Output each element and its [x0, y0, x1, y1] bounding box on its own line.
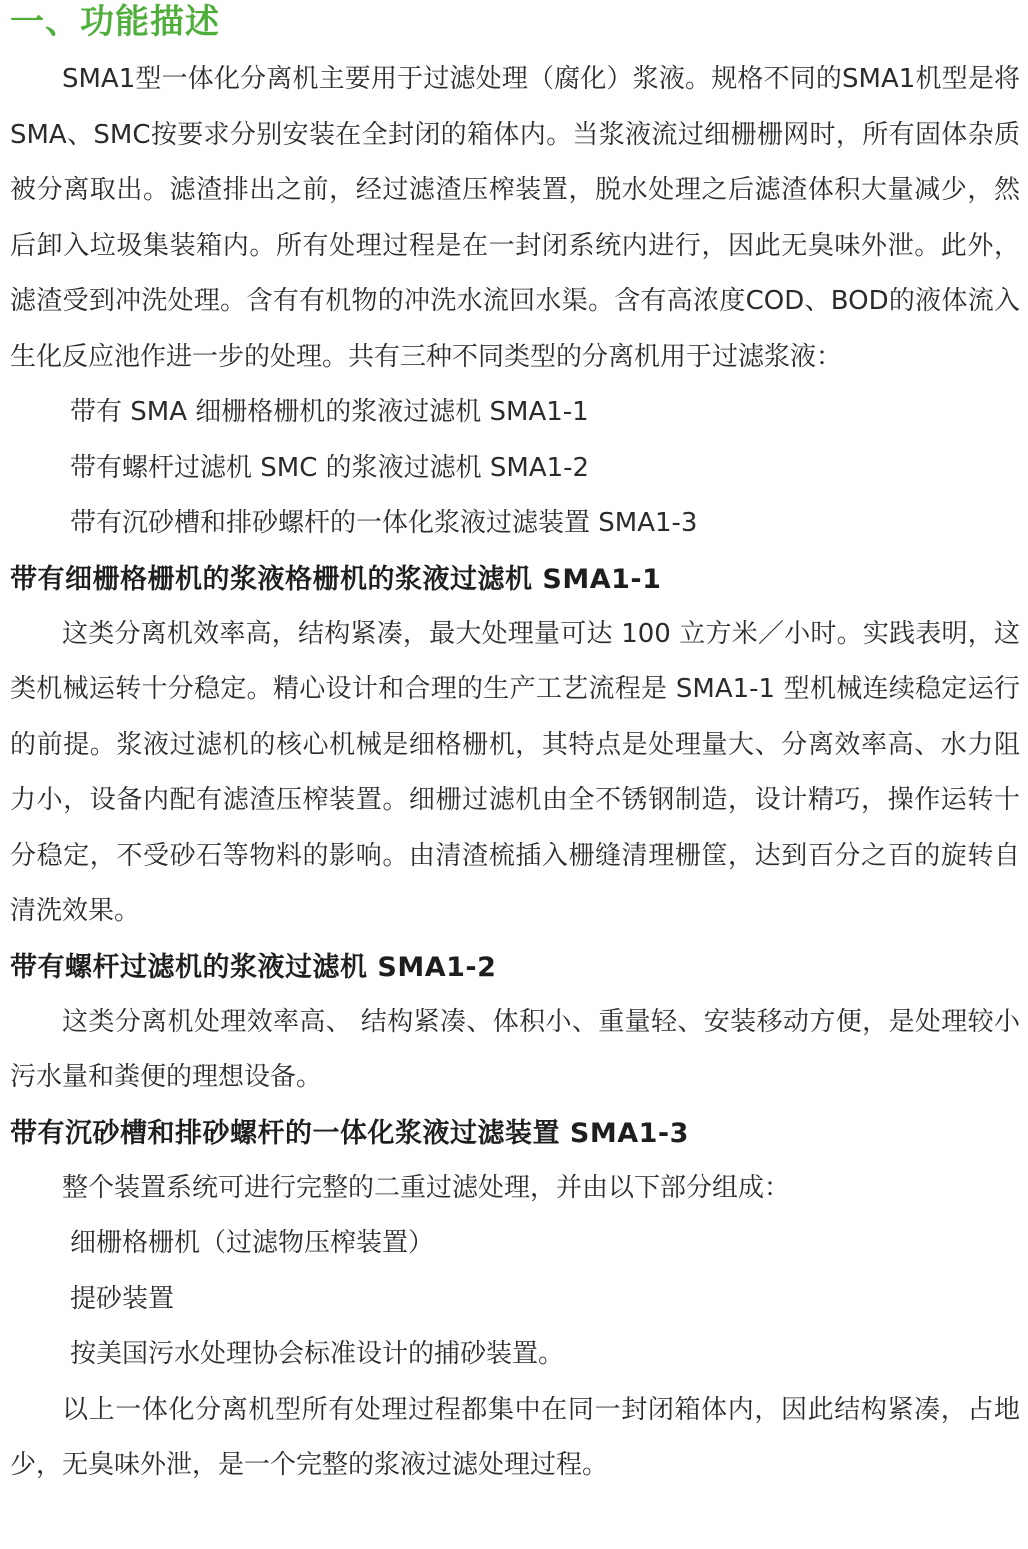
sma1-3-paragraph: 整个装置系统可进行完整的二重过滤处理，并由以下部分组成： [62, 1172, 791, 1203]
sma1-3-list-item-3: 按美国污水处理协会标准设计的捕砂装置。 [70, 1339, 565, 1369]
intro-paragraph: SMA1型一体化分离机主要用于过滤处理（腐化）浆液。规格不同的SMA1机型是将SMA、SMC按要求分别安装在全封闭的箱体内。当浆液流过细栅栅网时，所有固体杂质被分离取出。滤渣排出之前，经过滤渣压榨装置，脱水处理之后滤渣体积大量减少，然后卸入垃圾集装箱内。所有处理过程是在一封闭系统内进行，因此无臭味外泄。此外，滤渣受到冲洗处理。含有有机物的冲洗水流回水渠。含有高浓度COD、BOD的液体流入生化反应池作进一步的处理。共有三种不同类型的分离机用于过滤浆液： [10, 64, 1020, 372]
intro-list-item-3: 带有沉砂槽和排砂螺杆的一体化浆液过滤装置 SMA1-3 [70, 508, 698, 538]
intro-list-item-2: 带有螺杆过滤机 SMC 的浆液过滤机 SMA1-2 [70, 452, 590, 483]
sma1-3-closing-paragraph: 以上一体化分离机型所有处理过程都集中在同一封闭箱体内，因此结构紧凑，占地少，无臭味外泄，是一个完整的浆液过滤处理过程。 [10, 1394, 1020, 1480]
intro-list-item-1: 带有 SMA 细栅格栅机的浆液过滤机 SMA1-1 [70, 397, 589, 427]
sma1-3-list-item-1: 细栅格栅机（过滤物压榨装置） [70, 1228, 435, 1258]
section-title: 一、功能描述 [10, 2, 220, 42]
sma1-3-heading: 带有沉砂槽和排砂螺杆的一体化浆液过滤装置 SMA1-3 [10, 1117, 689, 1149]
sma1-2-paragraph: 这类分离机处理效率高、 结构紧凑、体积小、重量轻、安装移动方便，是处理较小污水量和粪便的理想设备。 [10, 1006, 1020, 1092]
sma1-1-paragraph: 这类分离机效率高，结构紧凑，最大处理量可达 100 立方米／小时。实践表明，这类机械运转十分稳定。精心设计和合理的生产工艺流程是 SMA1-1 型机械连续稳定运行的前提。浆液过滤机的核心机械是细格栅机，其特点是处理量大、分离效率高、水力阻力小，设备内配有滤渣压榨装置。细栅过滤机由全不锈钢制造，设计精巧，操作运转十分稳定，不受砂石等物料的影响。由清渣梳插入栅缝清理栅筐，达到百分之百的旋转自清洗效果。 [10, 618, 1021, 926]
sma1-2-heading: 带有螺杆过滤机的浆液过滤机 SMA1-2 [10, 951, 497, 983]
sma1-3-list-item-2: 提砂装置 [70, 1283, 175, 1314]
sma1-1-heading: 带有细栅格栅机的浆液格栅机的浆液过滤机 SMA1-1 [10, 563, 662, 595]
